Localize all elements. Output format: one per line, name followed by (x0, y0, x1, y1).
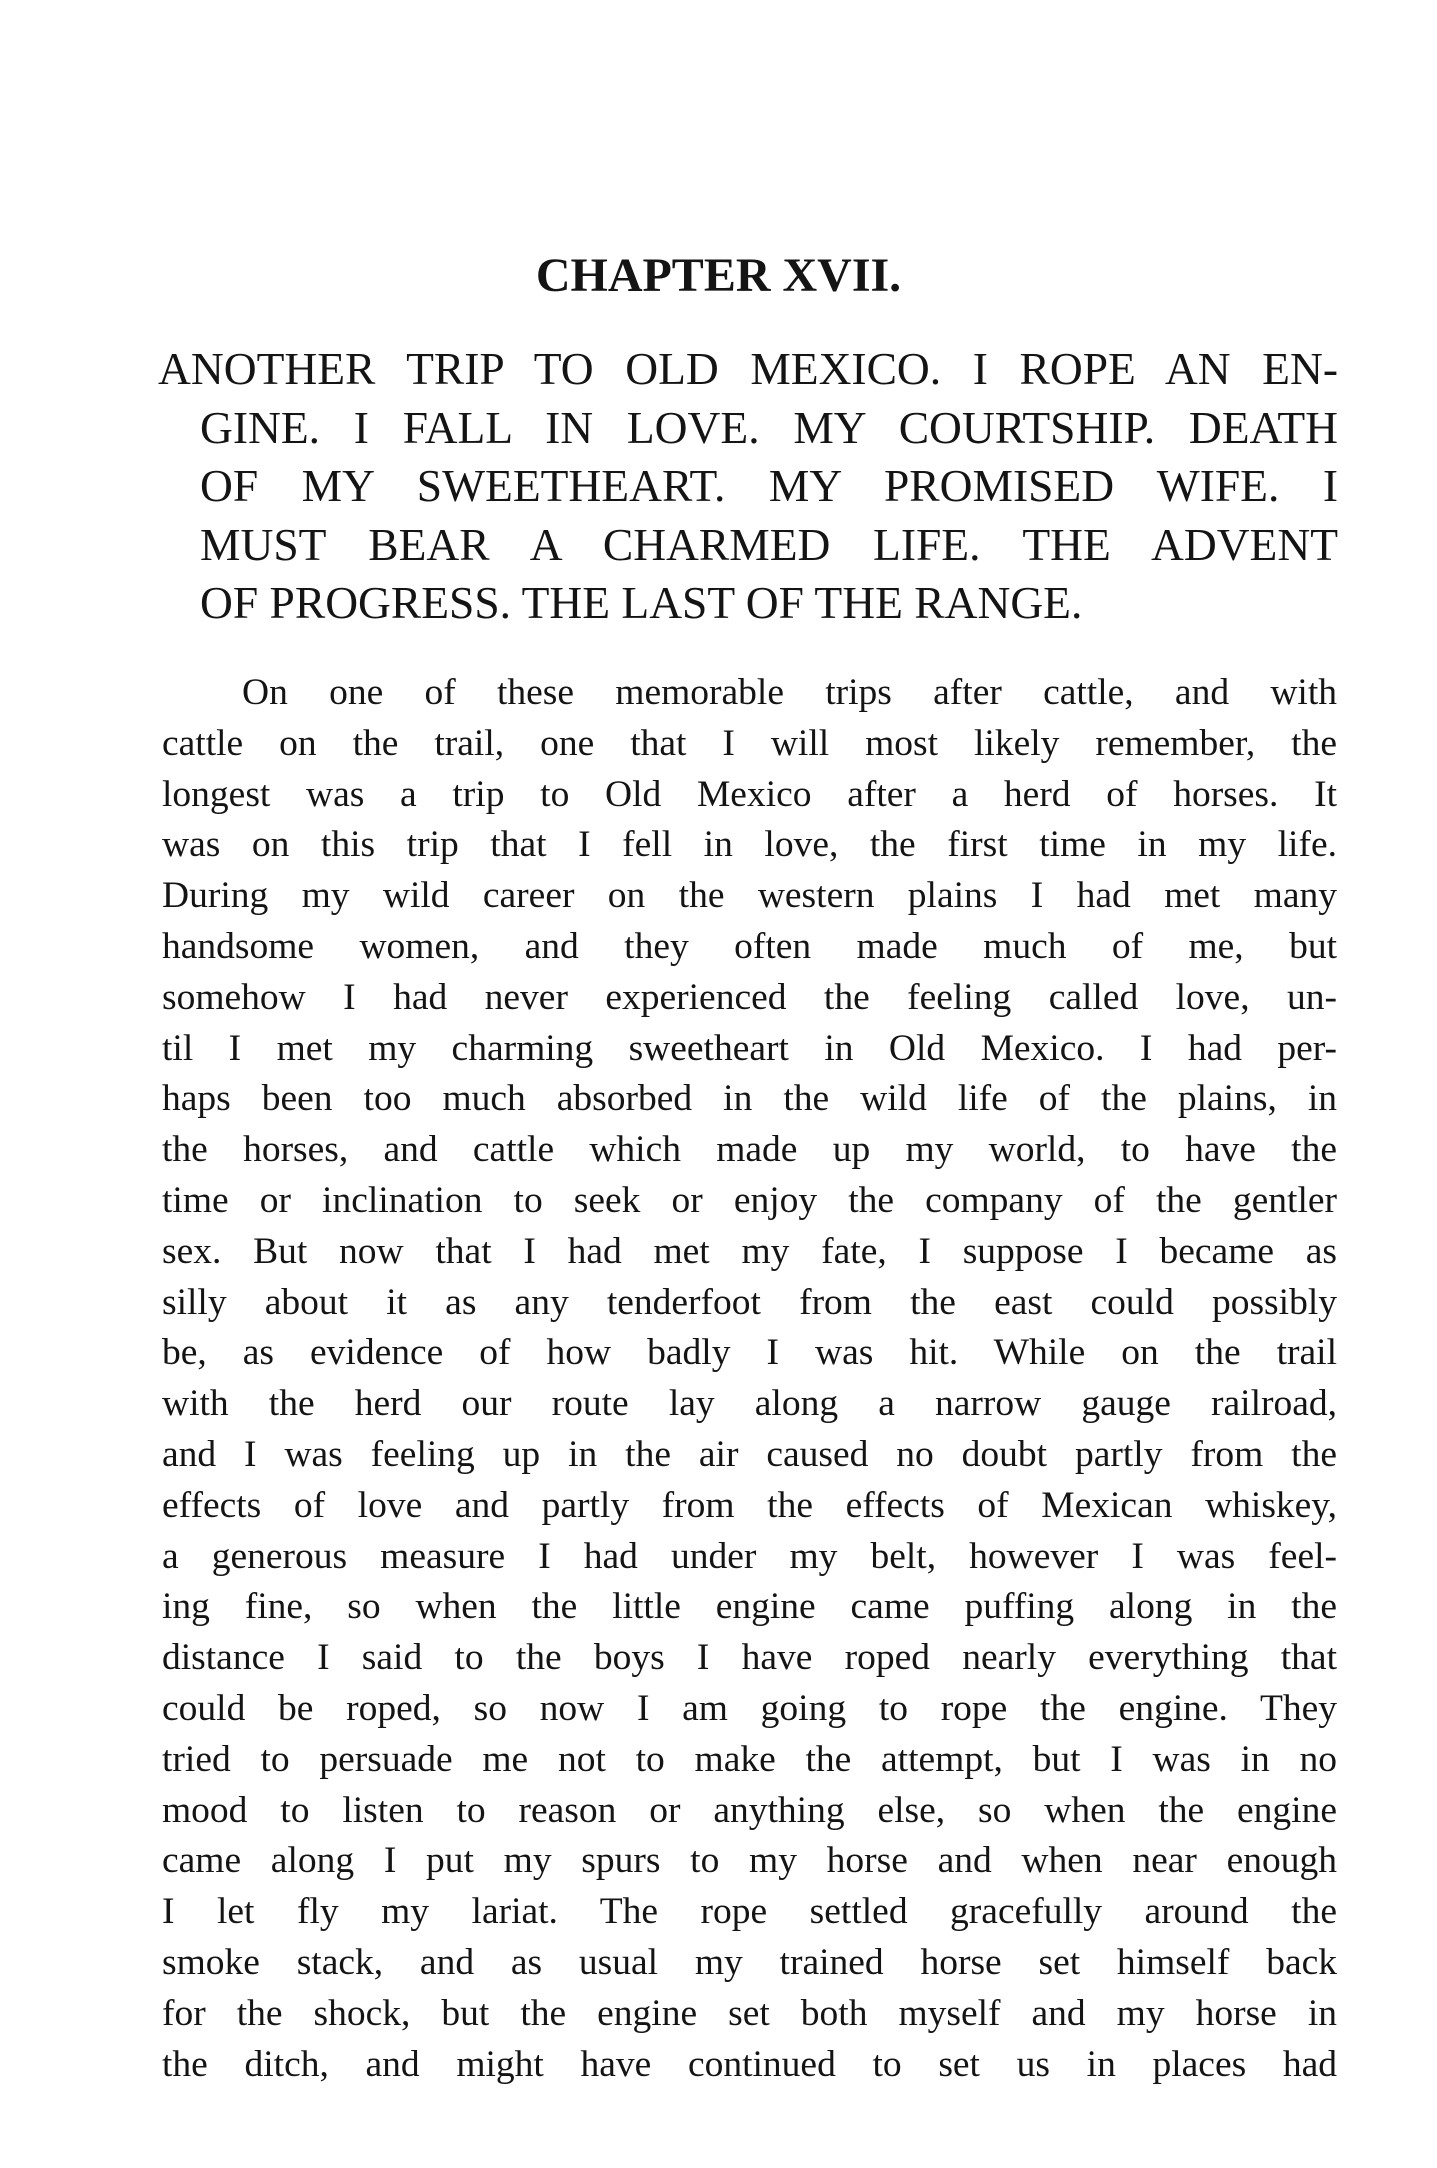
text-line: silly about it as any tenderfoot from the east could possibly (162, 1281, 1337, 1323)
text-line: a generous measure I had under my belt, however I was feel- (162, 1535, 1337, 1577)
text-line: effects of love and partly from the effects of Mexican whiskey, (162, 1484, 1337, 1526)
text-line: sex. But now that I had met my fate, I suppose I became as (162, 1230, 1337, 1272)
text-line: til I met my charming sweetheart in Old Mexico. I had per- (162, 1027, 1337, 1069)
text-line: could be roped, so now I am going to rope the engine. They (162, 1687, 1337, 1729)
text-line: was on this trip that I fell in love, the first time in my life. (162, 824, 1337, 866)
text-line: tried to persuade me not to make the attempt, but I was in no (162, 1738, 1337, 1780)
text-line: with the herd our route lay along a narrow gauge railroad, (162, 1383, 1337, 1425)
text-line: for the shock, but the engine set both myself and my horse in (162, 1992, 1337, 2034)
chapter-synopsis (158, 340, 1338, 633)
text-line: I let fly my lariat. The rope settled gracefully around the (162, 1891, 1337, 1933)
text-line: longest was a trip to Old Mexico after a herd of horses. It (162, 773, 1337, 815)
text-line: During my wild career on the western plains I had met many (162, 875, 1337, 917)
text-line: came along I put my spurs to my horse and when near enough (162, 1840, 1337, 1882)
text-line: handsome women, and they often made much of me, but (162, 925, 1337, 967)
text-line: smoke stack, and as usual my trained horse set himself back (162, 1941, 1337, 1983)
text-line: time or inclination to seek or enjoy the company of the gentler (162, 1179, 1337, 1221)
synopsis-line: MUST BEAR A CHARMED LIFE. THE ADVENT (200, 518, 1338, 570)
synopsis-line: GINE. I FALL IN LOVE. MY COURTSHIP. DEATH (200, 401, 1338, 453)
synopsis-line: OF PROGRESS. THE LAST OF THE RANGE. (200, 577, 1083, 628)
text-line: cattle on the trail, one that I will most likely remember, the (162, 722, 1337, 764)
text-line: be, as evidence of how badly I was hit. While on the trail (162, 1332, 1337, 1374)
text-line: the ditch, and might have continued to set us in places had (162, 2043, 1337, 2085)
chapter-heading: CHAPTER XVII. (535, 249, 902, 302)
text-line: the horses, and cattle which made up my world, to have the (162, 1129, 1337, 1171)
text-line: haps been too much absorbed in the wild life of the plains, in (162, 1078, 1337, 1120)
text-line: distance I said to the boys I have roped nearly everything that (162, 1637, 1337, 1679)
text-line: On one of these memorable trips after cattle, and with (242, 672, 1337, 713)
text-line: ing fine, so when the little engine came puffing along in the (162, 1586, 1337, 1628)
text-line: somehow I had never experienced the feeling called love, un- (162, 976, 1337, 1018)
chapter-body-paragraph (162, 668, 1337, 2090)
text-line: and I was feeling up in the air caused no doubt partly from the (162, 1433, 1337, 1475)
synopsis-line: ANOTHER TRIP TO OLD MEXICO. I ROPE AN EN- (158, 343, 1338, 394)
text-line: mood to listen to reason or anything else, so when the engine (162, 1789, 1337, 1831)
synopsis-line: OF MY SWEETHEART. MY PROMISED WIFE. I (200, 460, 1338, 511)
